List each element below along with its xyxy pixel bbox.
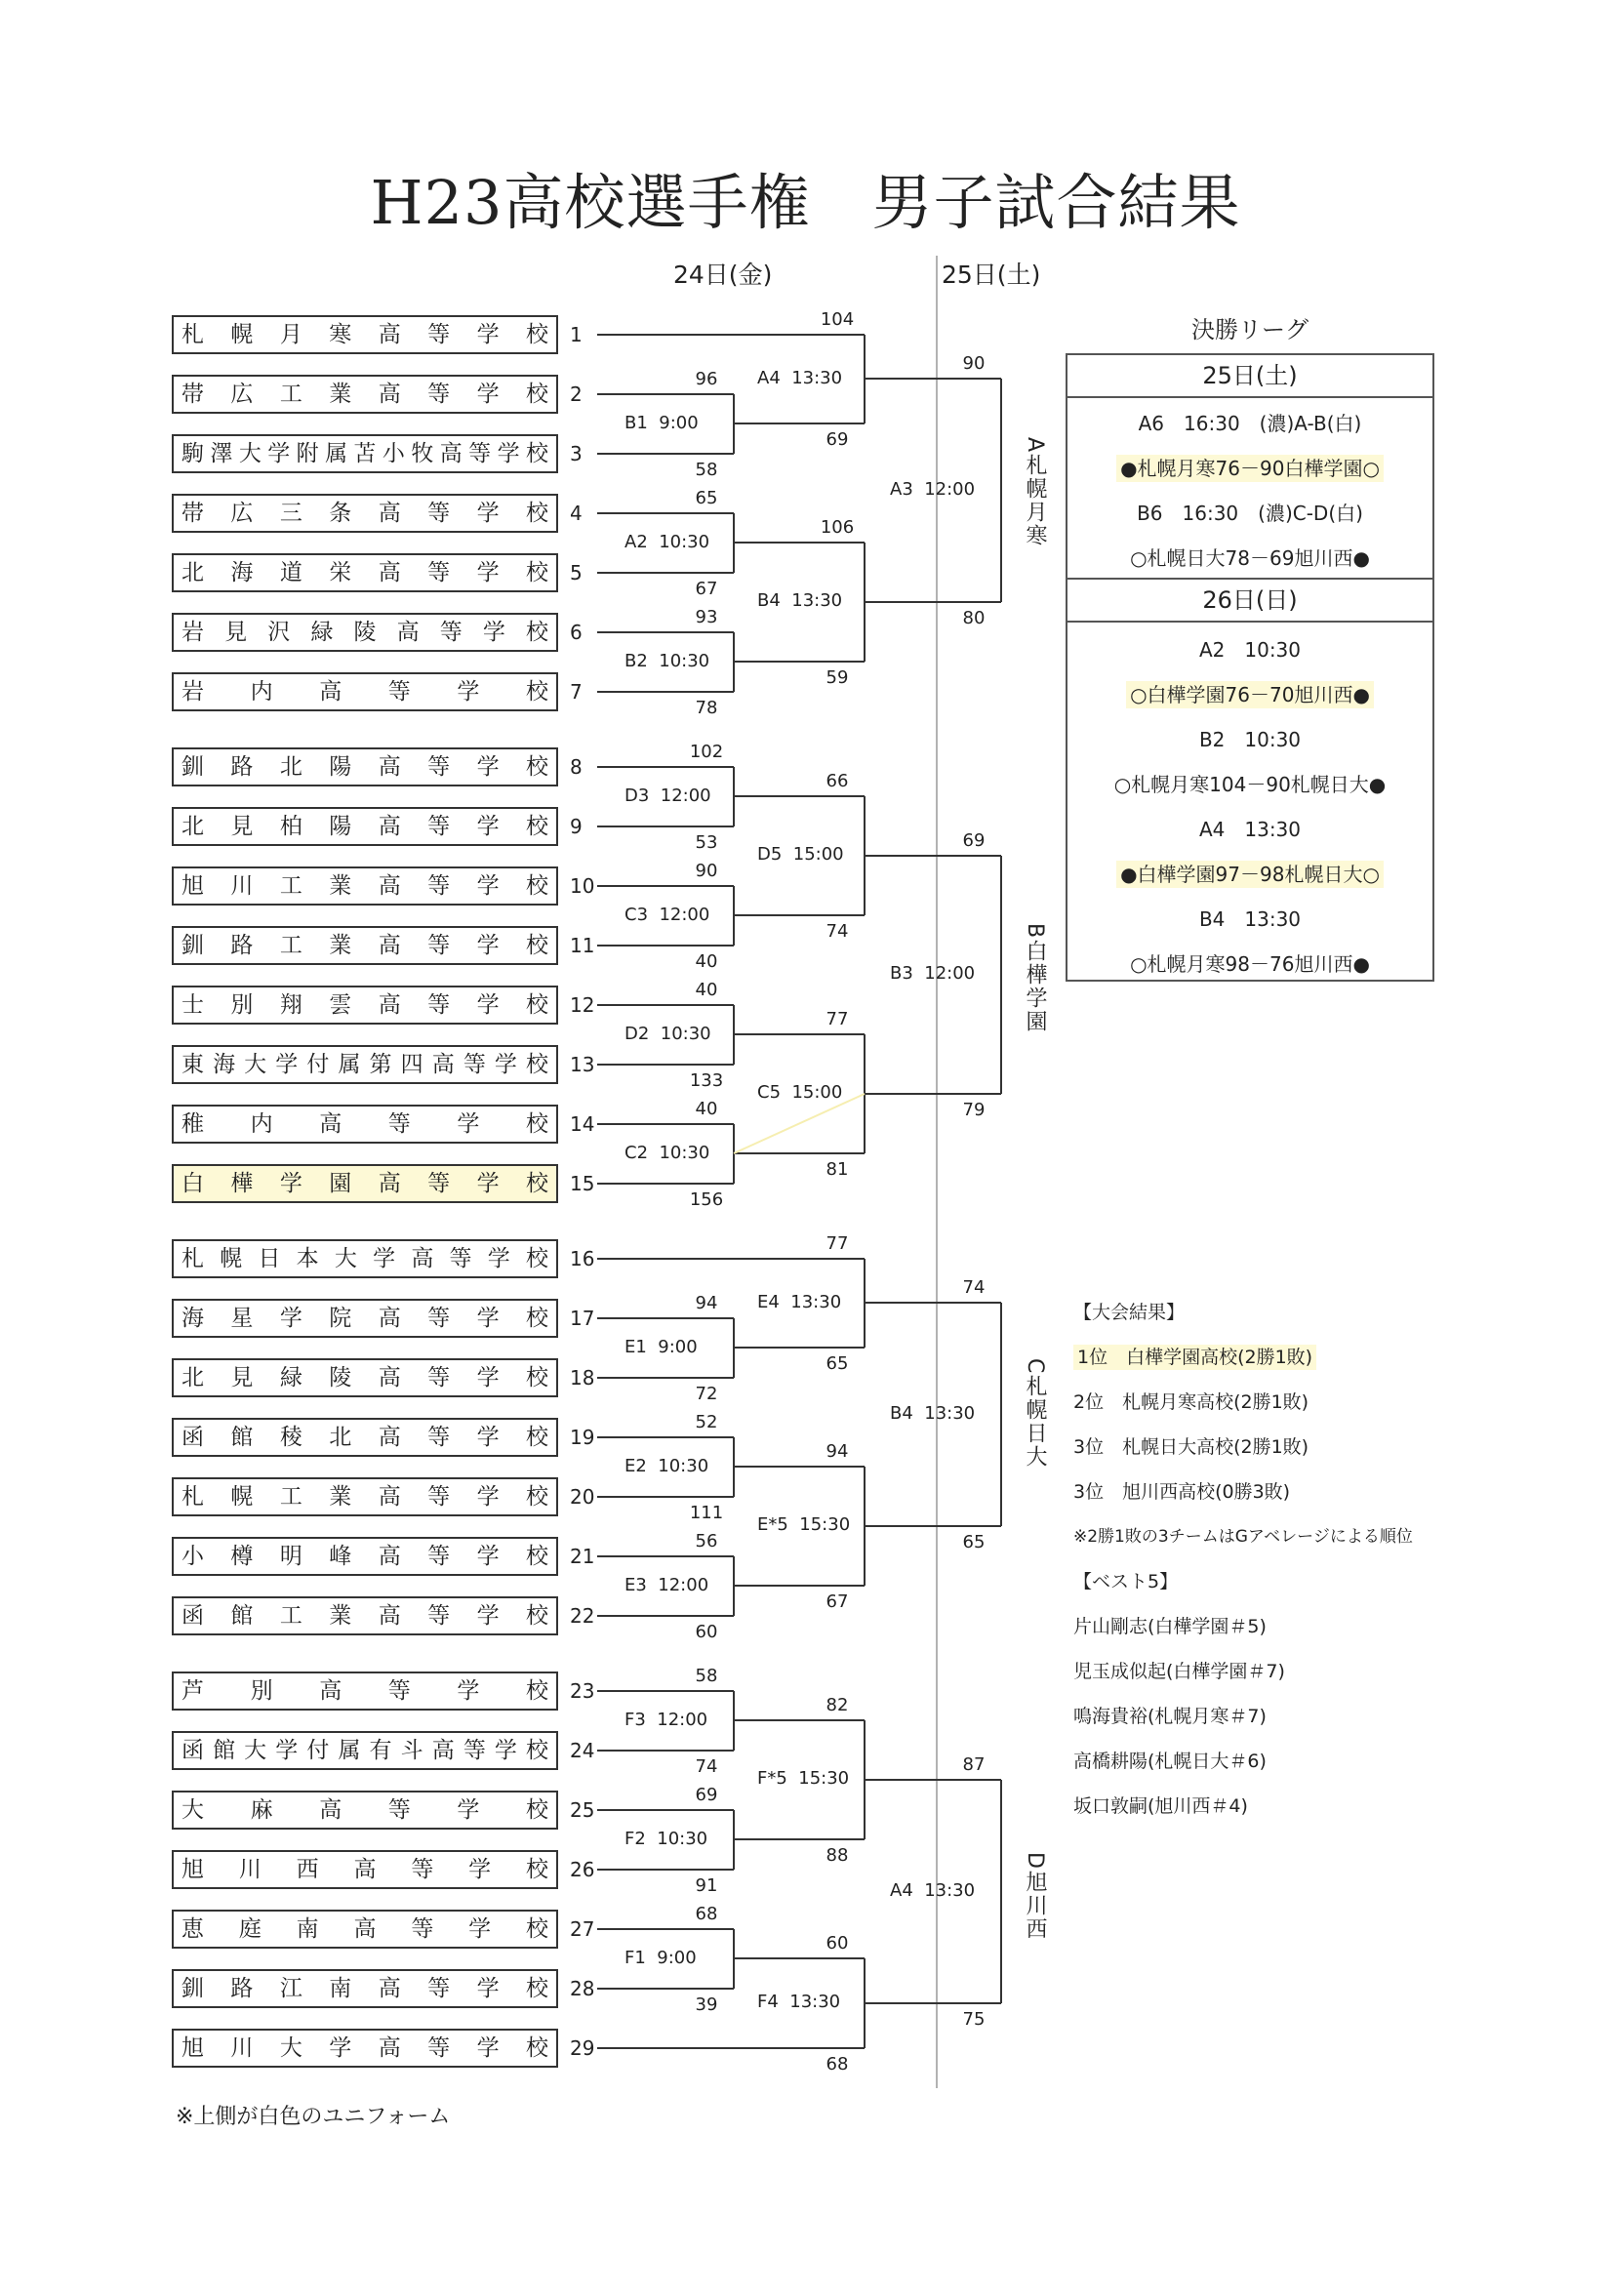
match-label: E*5 15:30 xyxy=(757,1514,851,1535)
final-day1-header: 25日(土) xyxy=(1066,353,1434,398)
team-seed: 8 xyxy=(570,755,583,779)
team-name: 函館大学付属有斗高等学校 xyxy=(172,1731,558,1770)
team-seed: 14 xyxy=(570,1112,595,1136)
score-top: 104 xyxy=(820,309,855,330)
team-seed: 28 xyxy=(570,1977,595,2000)
score-bottom: 74 xyxy=(695,1756,718,1777)
best5-player: 鳴海貴裕(札幌月寒＃7) xyxy=(1073,1706,1267,1727)
score-bottom: 88 xyxy=(826,1845,849,1866)
team-seed: 29 xyxy=(570,2036,595,2060)
team-seed: 13 xyxy=(570,1053,595,1076)
score-bottom: 40 xyxy=(695,951,718,972)
score-bottom: 156 xyxy=(689,1189,724,1210)
match-label: A4 13:30 xyxy=(757,367,843,388)
match-label: F2 10:30 xyxy=(624,1828,708,1849)
team-name: 海星学院高等学校 xyxy=(172,1299,558,1338)
match-label: D5 15:00 xyxy=(757,844,844,865)
team-name: 岩内高等学校 xyxy=(172,672,558,711)
match-label: E1 9:00 xyxy=(624,1336,698,1357)
final-day2-header: 26日(日) xyxy=(1066,578,1434,623)
rank-note: ※2勝1敗の3チームはGアベレージによる順位 xyxy=(1073,1527,1413,1547)
best5-player: 片山剛志(白樺学園＃5) xyxy=(1073,1616,1267,1637)
team-seed: 18 xyxy=(570,1366,595,1390)
match-label: B2 10:30 xyxy=(624,650,710,671)
score-bottom: 79 xyxy=(962,1100,986,1120)
match-label: F1 9:00 xyxy=(624,1947,697,1968)
match-label: C3 12:00 xyxy=(624,904,710,925)
match-label: B1 9:00 xyxy=(624,412,699,433)
score-top: 52 xyxy=(695,1412,718,1432)
score-bottom: 65 xyxy=(962,1532,986,1552)
block-a-label: A札幌月寒 xyxy=(1023,437,1047,548)
best5-heading: 【ベスト5】 xyxy=(1073,1571,1179,1592)
final-day1-line: A6 16:30 (濃)A-B(白) xyxy=(1138,412,1362,435)
team-name: 旭川工業高等学校 xyxy=(172,866,558,906)
block-b-label: B白樺学園 xyxy=(1023,923,1047,1034)
team-name: 小樽明峰高等学校 xyxy=(172,1537,558,1576)
day-label-24: 24日(金) xyxy=(673,261,773,289)
team-seed: 7 xyxy=(570,680,583,704)
page-title: H23高校選手権 男子試合結果 xyxy=(370,167,1241,238)
score-bottom: 60 xyxy=(695,1622,718,1642)
score-top: 74 xyxy=(962,1277,986,1298)
score-bottom: 72 xyxy=(695,1384,718,1404)
score-bottom: 53 xyxy=(695,832,718,853)
score-bottom: 67 xyxy=(826,1591,849,1612)
team-name: 函館稜北高等学校 xyxy=(172,1418,558,1457)
score-bottom: 75 xyxy=(962,2009,986,2030)
score-top: 106 xyxy=(820,517,855,538)
team-seed: 4 xyxy=(570,502,583,525)
match-label: F4 13:30 xyxy=(757,1992,841,2012)
score-bottom: 74 xyxy=(826,921,849,942)
team-seed: 26 xyxy=(570,1858,595,1881)
final-day2-line: ●白樺学園97－98札幌日大○ xyxy=(1066,859,1434,887)
final-day1-line: ○札幌日大78－69旭川西● xyxy=(1130,546,1370,570)
team-name: 北見緑陵高等学校 xyxy=(172,1358,558,1397)
team-seed: 2 xyxy=(570,383,583,406)
team-name: 岩見沢緑陵高等学校 xyxy=(172,613,558,652)
result-rank: 3位 旭川西高校(0勝3敗) xyxy=(1073,1481,1291,1503)
score-top: 90 xyxy=(695,861,718,881)
score-top: 40 xyxy=(695,980,718,1000)
score-top: 102 xyxy=(689,742,724,762)
team-name: 帯広工業高等学校 xyxy=(172,375,558,414)
team-name: 大麻高等学校 xyxy=(172,1791,558,1830)
match-label: A3 12:00 xyxy=(890,478,976,500)
score-bottom: 69 xyxy=(826,429,849,450)
match-label: A4 13:30 xyxy=(890,1879,976,1901)
block-d-label: D旭川西 xyxy=(1023,1851,1047,1941)
final-day2-line: A2 10:30 xyxy=(1198,638,1302,662)
team-name: 士別翔雲高等学校 xyxy=(172,986,558,1025)
match-label: D3 12:00 xyxy=(624,785,711,806)
score-top: 82 xyxy=(826,1695,849,1715)
best5-player: 坂口敦嗣(旭川西＃4) xyxy=(1073,1795,1248,1817)
team-name: 釧路工業高等学校 xyxy=(172,926,558,965)
team-seed: 1 xyxy=(570,323,583,346)
team-name: 北海道栄高等学校 xyxy=(172,553,558,592)
score-top: 87 xyxy=(962,1754,986,1775)
result-rank: 3位 札幌日大高校(2勝1敗) xyxy=(1073,1436,1309,1458)
block-c-label: C札幌日大 xyxy=(1023,1358,1047,1470)
score-bottom: 111 xyxy=(689,1503,724,1523)
team-name: 北見柏陽高等学校 xyxy=(172,807,558,846)
final-day1-line: ●札幌月寒76－90白樺学園○ xyxy=(1066,453,1434,481)
team-seed: 25 xyxy=(570,1798,595,1822)
score-top: 93 xyxy=(695,607,718,627)
team-name: 札幌工業高等学校 xyxy=(172,1477,558,1516)
team-name: 旭川大学高等学校 xyxy=(172,2029,558,2068)
team-name: 東海大学付属第四高等学校 xyxy=(172,1045,558,1084)
team-seed: 27 xyxy=(570,1917,595,1941)
score-bottom: 80 xyxy=(962,608,986,628)
highlight-path xyxy=(734,1094,865,1153)
score-top: 96 xyxy=(695,369,718,389)
match-label: A2 10:30 xyxy=(624,531,710,552)
score-bottom: 67 xyxy=(695,579,718,599)
match-label: B3 12:00 xyxy=(890,963,976,984)
score-bottom: 59 xyxy=(826,667,849,688)
team-seed: 12 xyxy=(570,993,595,1017)
score-top: 94 xyxy=(695,1293,718,1313)
match-label: C5 15:00 xyxy=(757,1082,843,1103)
score-bottom: 91 xyxy=(695,1875,718,1896)
score-bottom: 78 xyxy=(695,698,718,718)
team-seed: 11 xyxy=(570,934,595,957)
match-label: F3 12:00 xyxy=(624,1709,708,1730)
match-label: D2 10:30 xyxy=(624,1023,711,1044)
team-name: 札幌日本大学高等学校 xyxy=(172,1239,558,1278)
team-name: 恵庭南高等学校 xyxy=(172,1910,558,1949)
team-seed: 22 xyxy=(570,1604,595,1628)
team-seed: 16 xyxy=(570,1247,595,1270)
team-seed: 15 xyxy=(570,1172,595,1195)
team-seed: 23 xyxy=(570,1679,595,1703)
match-label: B4 13:30 xyxy=(890,1402,976,1424)
match-label: F*5 15:30 xyxy=(757,1768,850,1789)
score-top: 65 xyxy=(695,488,718,508)
team-name: 釧路北陽高等学校 xyxy=(172,747,558,786)
result-rank: 2位 札幌月寒高校(2勝1敗) xyxy=(1073,1391,1309,1413)
score-top: 68 xyxy=(695,1904,718,1924)
team-name: 札幌月寒高等学校 xyxy=(172,315,558,354)
score-top: 77 xyxy=(826,1009,849,1029)
day-label-25: 25日(土) xyxy=(942,261,1041,289)
team-name: 帯広三条高等学校 xyxy=(172,494,558,533)
team-name: 函館工業高等学校 xyxy=(172,1596,558,1635)
score-top: 77 xyxy=(826,1233,849,1254)
score-top: 66 xyxy=(826,771,849,791)
team-name: 旭川西高等学校 xyxy=(172,1850,558,1889)
score-bottom: 81 xyxy=(826,1159,849,1180)
score-bottom: 133 xyxy=(689,1070,724,1091)
team-seed: 9 xyxy=(570,815,583,838)
final-day2-line: B2 10:30 xyxy=(1198,728,1302,751)
team-name: 釧路江南高等学校 xyxy=(172,1969,558,2008)
team-seed: 3 xyxy=(570,442,583,465)
final-day2-line: ○白樺学園76－70旭川西● xyxy=(1066,679,1434,707)
team-name: 駒澤大学附属苫小牧高等学校 xyxy=(172,434,558,473)
score-bottom: 68 xyxy=(826,2054,849,2074)
team-seed: 6 xyxy=(570,621,583,644)
team-seed: 10 xyxy=(570,874,595,898)
final-day1-line: B6 16:30 (濃)C-D(白) xyxy=(1137,502,1363,525)
score-bottom: 65 xyxy=(826,1353,849,1374)
best5-player: 児玉成似起(白樺学園＃7) xyxy=(1073,1661,1285,1682)
final-day2-line: A4 13:30 xyxy=(1198,818,1302,841)
score-top: 90 xyxy=(962,353,986,374)
result-rank: 1位 白樺学園高校(2勝1敗) xyxy=(1073,1343,1316,1369)
team-seed: 5 xyxy=(570,561,583,584)
match-label: C2 10:30 xyxy=(624,1142,710,1163)
team-seed: 20 xyxy=(570,1485,595,1509)
final-day2-line: B4 13:30 xyxy=(1198,907,1302,931)
team-name: 白樺学園高等学校 xyxy=(172,1164,558,1203)
final-day2-line: ○札幌月寒98－76旭川西● xyxy=(1130,952,1370,976)
final-day2-line: ○札幌月寒104－90札幌日大● xyxy=(1113,773,1387,796)
match-label: E3 12:00 xyxy=(624,1574,709,1595)
score-top: 60 xyxy=(826,1933,849,1954)
team-seed: 19 xyxy=(570,1426,595,1449)
team-name: 芦別高等学校 xyxy=(172,1672,558,1711)
team-seed: 24 xyxy=(570,1739,595,1762)
score-bottom: 39 xyxy=(695,1994,718,2015)
score-top: 94 xyxy=(826,1441,849,1462)
score-bottom: 58 xyxy=(695,460,718,480)
team-seed: 21 xyxy=(570,1545,595,1568)
match-label: E2 10:30 xyxy=(624,1455,709,1476)
team-seed: 17 xyxy=(570,1307,595,1330)
team-name: 稚内高等学校 xyxy=(172,1105,558,1144)
score-top: 58 xyxy=(695,1666,718,1686)
match-label: B4 13:30 xyxy=(757,590,843,611)
score-top: 69 xyxy=(695,1785,718,1805)
match-label: E4 13:30 xyxy=(757,1291,842,1312)
footnote: ※上側が白色のユニフォーム xyxy=(176,2105,451,2129)
score-top: 56 xyxy=(695,1531,718,1551)
final-league-title: 決勝リーグ xyxy=(1191,316,1309,343)
score-top: 69 xyxy=(962,830,986,851)
score-top: 40 xyxy=(695,1099,718,1119)
results-heading: 【大会結果】 xyxy=(1073,1302,1186,1323)
best5-player: 高橋耕陽(札幌日大＃6) xyxy=(1073,1751,1267,1772)
